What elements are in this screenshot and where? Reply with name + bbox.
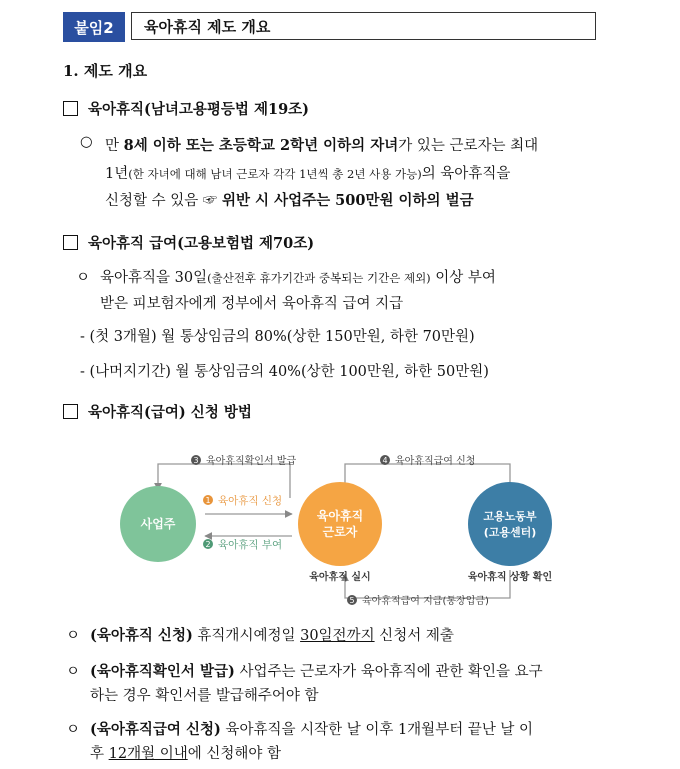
step4-label: 육아휴직급여 신청 xyxy=(395,456,476,467)
block1-line3-a: 신청할 수 있음 ☞ xyxy=(105,193,222,209)
block1-title: 육아휴직(남녀고용평등법 제19조) xyxy=(88,101,310,118)
step4-arrow xyxy=(345,464,510,492)
worker-label-line1: 육아휴직 xyxy=(316,509,364,523)
note3-label: (육아휴직급여 신청) xyxy=(90,721,221,738)
note1-post: 신청서 제출 xyxy=(374,628,454,644)
attachment-badge: 붙임2 xyxy=(63,12,125,42)
note1 xyxy=(90,624,454,645)
step5-label: 육아휴직급여 지급(통장입금) xyxy=(362,596,489,607)
employer-label: 사업주 xyxy=(140,517,176,531)
block2-title-row xyxy=(63,232,314,253)
center-caption: 육아휴직 상황 확인 xyxy=(467,572,553,583)
block2-title: 육아휴직 급여(고용보험법 제70조) xyxy=(88,235,315,252)
svg-text:3: 3 xyxy=(193,456,199,465)
checkbox-square-icon xyxy=(63,404,78,419)
center-label-line1: 고용노동부 xyxy=(483,510,537,523)
block2-line1 xyxy=(100,266,496,287)
note3-line2 xyxy=(90,742,281,763)
block1-line1 xyxy=(105,134,538,155)
worker-node xyxy=(298,482,382,566)
block2-dash1: - (첫 3개월) 월 통상임금의 80%(상한 150만원, 하한 70만원) xyxy=(80,329,475,345)
header xyxy=(63,12,596,42)
block2-line1-small: (출산전후 휴가기간과 중복되는 기간은 제외) xyxy=(207,271,431,285)
note3-line1 xyxy=(90,718,533,739)
step2-label: 육아휴직 부여 xyxy=(218,539,283,551)
block1-line1-a: 만 xyxy=(105,138,124,154)
svg-text:5: 5 xyxy=(349,596,355,605)
block2-line1-a: 육아휴직을 30일 xyxy=(100,270,208,286)
block1-line2-a: 1년 xyxy=(105,166,129,182)
block2-line1-c: 이상 부여 xyxy=(430,270,496,286)
svg-text:2: 2 xyxy=(205,540,211,549)
checkbox-square-icon xyxy=(63,101,78,116)
note1-bullet: ㅇ xyxy=(66,628,81,644)
note1-pre: 휴직개시예정일 xyxy=(192,628,301,644)
block2-bullet: ㅇ xyxy=(76,270,91,286)
note3-bullet: ㅇ xyxy=(66,722,81,738)
block3-title-row xyxy=(63,401,252,422)
note2-line2: 하는 경우 확인서를 발급해주어야 함 xyxy=(90,688,319,704)
block2-dash2: - (나머지기간) 월 통상임금의 40%(상한 100만원, 하한 50만원) xyxy=(80,364,489,380)
svg-text:1: 1 xyxy=(205,496,211,505)
svg-text:4: 4 xyxy=(382,456,388,465)
block3-title: 육아휴직(급여) 신청 방법 xyxy=(88,404,252,421)
section-heading: 1. 제도 개요 xyxy=(63,62,148,80)
note1-label: (육아휴직 신청) xyxy=(90,627,193,644)
note1-underline: 30일전까지 xyxy=(300,628,375,644)
block1-line2 xyxy=(105,162,510,183)
note2-line1 xyxy=(90,660,543,681)
block1-bullet: ○ xyxy=(80,134,93,150)
block1-line2-c: 의 육아휴직을 xyxy=(421,166,511,182)
process-diagram xyxy=(0,440,680,620)
step1-label: 육아휴직 신청 xyxy=(218,495,283,507)
checkbox-square-icon xyxy=(63,235,78,250)
block1-title-row xyxy=(63,98,309,119)
block1-line1-bold: 8세 이하 또는 초등학교 2학년 이하의 자녀 xyxy=(123,137,399,154)
note3-underline: 12개월 이내 xyxy=(108,746,188,762)
block2-line2: 받은 피보험자에게 정부에서 육아휴직 급여 지급 xyxy=(100,296,404,312)
note2-label: (육아휴직확인서 발급) xyxy=(90,663,235,680)
note3-text: 육아휴직을 시작한 날 이후 1개월부터 끝난 날 이 xyxy=(220,722,534,738)
document-title: 육아휴직 제도 개요 xyxy=(131,12,596,40)
center-label-line2: (고용센터) xyxy=(483,526,537,539)
block1-line1-c: 가 있는 근로자는 최대 xyxy=(398,138,539,154)
note3-line2-post: 에 신청해야 함 xyxy=(187,746,281,762)
worker-label-line2: 근로자 xyxy=(322,525,358,539)
note2-bullet: ㅇ xyxy=(66,664,81,680)
block1-line3-bold: 위반 시 사업주는 500만원 이하의 벌금 xyxy=(221,192,474,209)
block1-line2-small: (한 자녀에 대해 남녀 근로자 각각 1년씩 총 2년 사용 가능) xyxy=(128,167,422,181)
block1-line3 xyxy=(105,189,474,210)
worker-caption: 육아휴직 실시 xyxy=(309,572,371,583)
step3-label: 육아휴직확인서 발급 xyxy=(206,456,297,467)
center-node xyxy=(468,482,552,566)
note3-line2-pre: 후 xyxy=(90,746,109,762)
note2-text: 사업주는 근로자가 육아휴직에 관한 확인을 요구 xyxy=(234,664,543,680)
